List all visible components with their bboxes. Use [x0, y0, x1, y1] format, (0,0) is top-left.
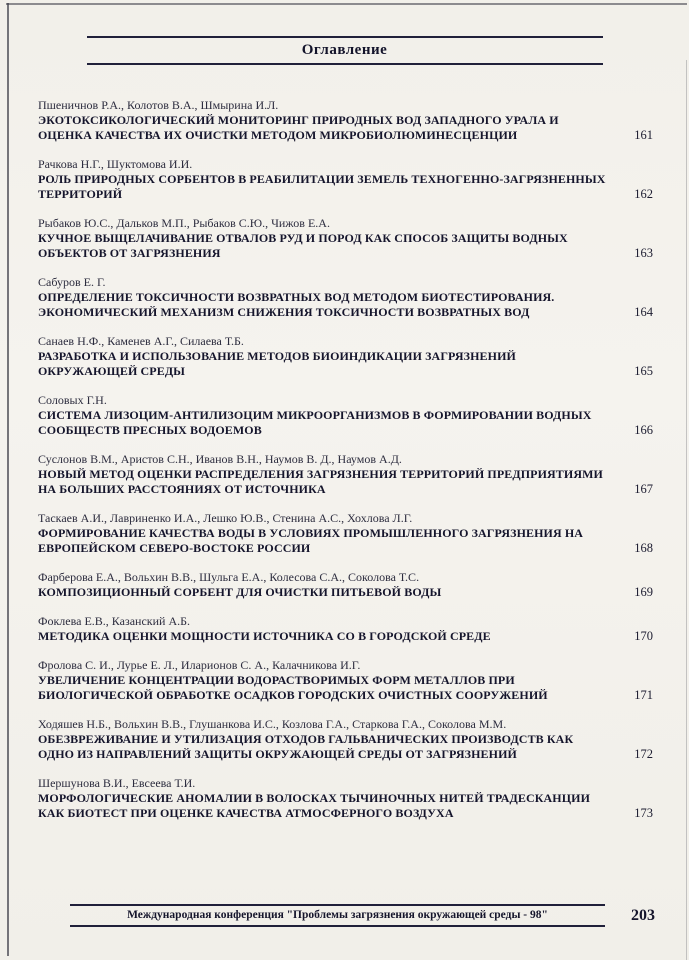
- entry-title: КОМПОЗИЦИОННЫЙ СОРБЕНТ ДЛЯ ОЧИСТКИ ПИТЬЕВОЙ ВОДЫ: [38, 585, 442, 599]
- toc-list: [38, 98, 653, 821]
- entry-page-number: 168: [634, 541, 653, 555]
- entry-title: МЕТОДИКА ОЦЕНКИ МОЩНОСТИ ИСТОЧНИКА СО В ГОРОДСКОЙ СРЕДЕ: [38, 629, 491, 643]
- entry-title: ЭКОТОКСИКОЛОГИЧЕСКИЙ МОНИТОРИНГ ПРИРОДНЫХ ВОД ЗАПАДНОГО УРАЛА И ОЦЕНКА КАЧЕСТВА ИХ ОЧИСТКИ МЕТОДОМ МИКРОБИОЛЮМИНЕСЦЕНЦИИ: [38, 113, 559, 142]
- entry-page-number: 167: [634, 482, 653, 496]
- scan-artifact-left-edge: [7, 3, 9, 956]
- footer-conference-text: Международная конференция "Проблемы загрязнения окружающей среды - 98": [127, 909, 548, 921]
- entry-authors: Санаев Н.Ф., Каменев А.Г., Силаева Т.Б.: [38, 334, 244, 348]
- entry-page-number: 169: [634, 585, 653, 599]
- entry-page-number: 165: [634, 364, 653, 378]
- toc-entry: [38, 570, 653, 600]
- entry-title: РАЗРАБОТКА И ИСПОЛЬЗОВАНИЕ МЕТОДОВ БИОИНДИКАЦИИ ЗАГРЯЗНЕНИЙ ОКРУЖАЮЩЕЙ СРЕДЫ: [38, 349, 516, 378]
- scan-artifact-right-edge: [686, 60, 687, 960]
- footer-conference-box: [70, 904, 605, 927]
- entry-page-number: 170: [634, 629, 653, 643]
- entry-text: [38, 393, 619, 438]
- entry-text: [38, 511, 619, 556]
- entry-page-number: 173: [634, 806, 653, 820]
- toc-entry: [38, 334, 653, 379]
- page-footer: [70, 904, 655, 927]
- entry-title: СИСТЕМА ЛИЗОЦИМ-АНТИЛИЗОЦИМ МИКРООРГАНИЗМОВ В ФОРМИРОВАНИИ ВОДНЫХ СООБЩЕСТВ ПРЕСНЫХ ВОДОЕМОВ: [38, 408, 592, 437]
- entry-title: ФОРМИРОВАНИЕ КАЧЕСТВА ВОДЫ В УСЛОВИЯХ ПРОМЫШЛЕННОГО ЗАГРЯЗНЕНИЯ НА ЕВРОПЕЙСКОМ СЕВЕРО-ВОСТОКЕ РОССИИ: [38, 526, 584, 555]
- entry-authors: Сабуров Е. Г.: [38, 275, 106, 289]
- entry-text: [38, 717, 619, 762]
- entry-authors: Рыбаков Ю.С., Дальков М.П., Рыбаков С.Ю., Чижов Е.А.: [38, 216, 330, 230]
- entry-authors: Фарберова Е.А., Вольхин В.В., Шульга Е.А., Колесова С.А., Соколова Т.С.: [38, 570, 420, 584]
- entry-text: [38, 452, 619, 497]
- entry-text: [38, 570, 619, 600]
- toc-entry: [38, 393, 653, 438]
- entry-text: [38, 658, 619, 703]
- entry-title: НОВЫЙ МЕТОД ОЦЕНКИ РАСПРЕДЕЛЕНИЯ ЗАГРЯЗНЕНИЯ ТЕРРИТОРИЙ ПРЕДПРИЯТИЯМИ НА БОЛЬШИХ РАССТОЯНИЯХ ОТ ИСТОЧНИКА: [38, 467, 603, 496]
- entry-title: РОЛЬ ПРИРОДНЫХ СОРБЕНТОВ В РЕАБИЛИТАЦИИ ЗЕМЕЛЬ ТЕХНОГЕННО-ЗАГРЯЗНЕННЫХ ТЕРРИТОРИЙ: [38, 172, 606, 201]
- toc-entry: [38, 98, 653, 143]
- entry-page-number: 171: [634, 688, 653, 702]
- entry-title: КУЧНОЕ ВЫЩЕЛАЧИВАНИЕ ОТВАЛОВ РУД И ПОРОД КАК СПОСОБ ЗАЩИТЫ ВОДНЫХ ОБЪЕКТОВ ОТ ЗАГРЯЗНЕНИЯ: [38, 231, 568, 260]
- entry-authors: Таскаев А.И., Лавриненко И.А., Лешко Ю.В., Стенина А.С., Хохлова Л.Г.: [38, 511, 413, 525]
- toc-entry: [38, 157, 653, 202]
- entry-text: [38, 216, 619, 261]
- entry-authors: Пшеничнов Р.А., Колотов В.А., Шмырина И.Л.: [38, 98, 279, 112]
- entry-authors: Фролова С. И., Лурье Е. Л., Иларионов С. А., Калачникова И.Г.: [38, 658, 361, 672]
- entry-page-number: 163: [634, 246, 653, 260]
- entry-text: [38, 614, 619, 644]
- entry-authors: Соловых Г.Н.: [38, 393, 107, 407]
- entry-text: [38, 275, 619, 320]
- entry-page-number: 162: [634, 187, 653, 201]
- toc-entry: [38, 275, 653, 320]
- toc-entry: [38, 658, 653, 703]
- toc-entry: [38, 511, 653, 556]
- scan-artifact-top-edge: [6, 3, 687, 5]
- entry-page-number: 172: [634, 747, 653, 761]
- toc-entry: [38, 452, 653, 497]
- entry-authors: Ходяшев Н.Б., Вольхин В.В., Глушанкова И.С., Козлова Г.А., Старкова Г.А., Соколова М.М.: [38, 717, 507, 731]
- toc-entry: [38, 717, 653, 762]
- entry-title: МОРФОЛОГИЧЕСКИЕ АНОМАЛИИ В ВОЛОСКАХ ТЫЧИНОЧНЫХ НИТЕЙ ТРАДЕСКАНЦИИ КАК БИОТЕСТ ПРИ ОЦЕНКЕ КАЧЕСТВА АТМОСФЕРНОГО ВОЗДУХА: [38, 791, 591, 820]
- entry-title: ОБЕЗВРЕЖИВАНИЕ И УТИЛИЗАЦИЯ ОТХОДОВ ГАЛЬВАНИЧЕСКИХ ПРОИЗВОДСТВ КАК ОДНО ИЗ НАПРАВЛЕНИЙ ЗАЩИТЫ ОКРУЖАЮЩЕЙ СРЕДЫ ОТ ЗАГРЯЗНЕНИЙ: [38, 732, 574, 761]
- toc-entry: [38, 776, 653, 821]
- entry-text: [38, 157, 619, 202]
- entry-text: [38, 776, 619, 821]
- page-title: Оглавление: [301, 42, 388, 58]
- entry-page-number: 161: [634, 128, 653, 142]
- entry-title: УВЕЛИЧЕНИЕ КОНЦЕНТРАЦИИ ВОДОРАСТВОРИМЫХ ФОРМ МЕТАЛЛОВ ПРИ БИОЛОГИЧЕСКОЙ ОБРАБОТКЕ ОСАДКОВ ГОРОДСКИХ ОЧИСТНЫХ СООРУЖЕНИЙ: [38, 673, 548, 702]
- page-number: 203: [631, 906, 655, 924]
- entry-authors: Рачкова Н.Г., Шуктомова И.И.: [38, 157, 193, 171]
- entry-authors: Суслонов В.М., Аристов С.Н., Иванов В.Н., Наумов В. Д., Наумов А.Д.: [38, 452, 402, 466]
- toc-header: [87, 36, 603, 65]
- entry-authors: Шершунова В.И., Евсеева Т.И.: [38, 776, 196, 790]
- entry-text: [38, 334, 619, 379]
- entry-page-number: 164: [634, 305, 653, 319]
- entry-page-number: 166: [634, 423, 653, 437]
- toc-entry: [38, 216, 653, 261]
- entry-text: [38, 98, 619, 143]
- toc-entry: [38, 614, 653, 644]
- entry-title: ОПРЕДЕЛЕНИЕ ТОКСИЧНОСТИ ВОЗВРАТНЫХ ВОД МЕТОДОМ БИОТЕСТИРОВАНИЯ. ЭКОНОМИЧЕСКИЙ МЕХАНИЗМ СНИЖЕНИЯ ТОКСИЧНОСТИ ВОЗВРАТНЫХ ВОД: [38, 290, 555, 319]
- entry-authors: Фоклева Е.В., Казанский А.Б.: [38, 614, 191, 628]
